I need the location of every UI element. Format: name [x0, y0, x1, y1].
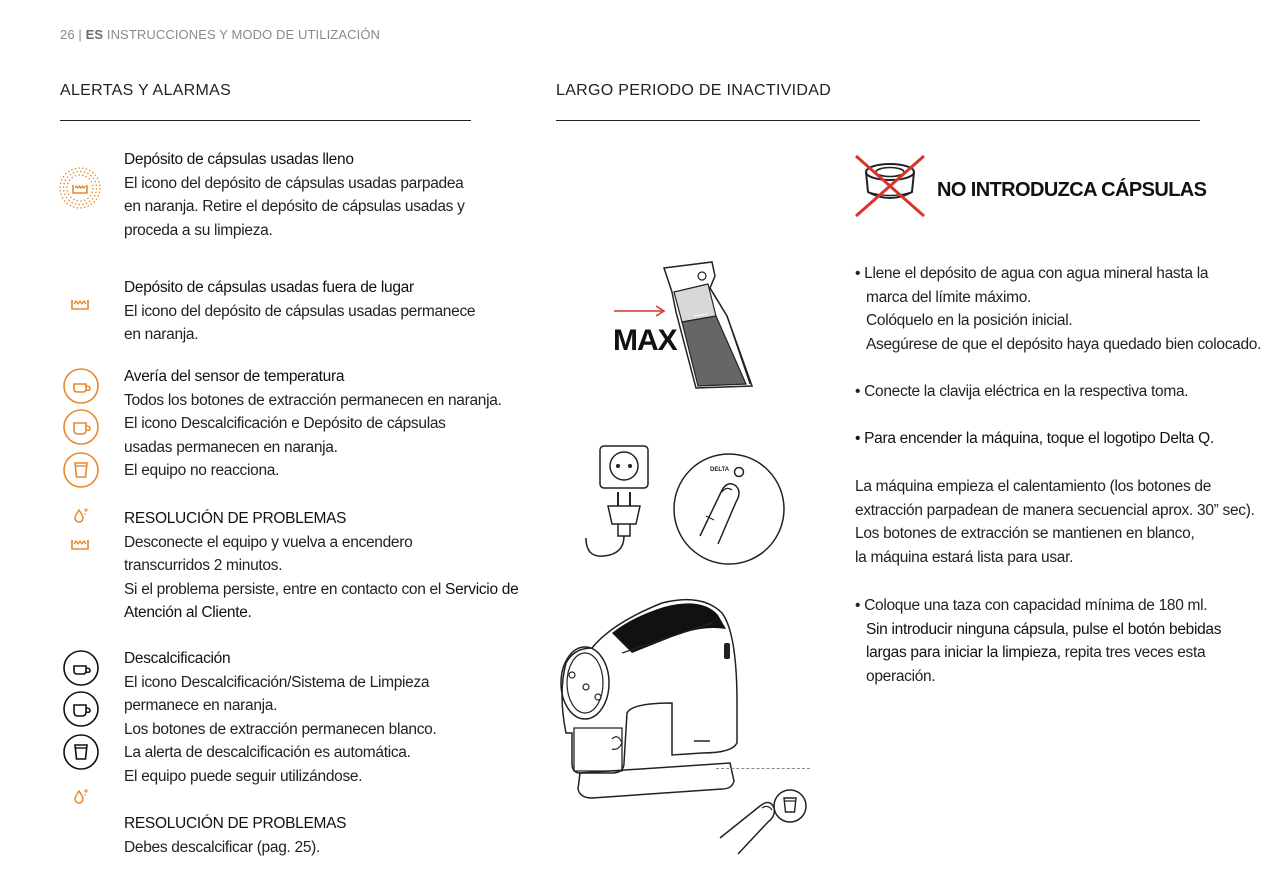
alert-title: RESOLUCIÓN DE PROBLEMAS: [124, 510, 347, 527]
alert-bin-full: Depósito de cápsulas usadas lleno El icono del depósito de cápsulas usadas parpadea en naranja. Retire el depósito de cápsulas usadas y proceda a su limpieza.: [124, 148, 465, 242]
medium-cup-orange-icon: [62, 408, 100, 446]
alert-bin-out-of-place: Depósito de cápsulas usadas fuera de lugar El icono del depósito de cápsulas usadas permanece en naranja.: [124, 276, 475, 347]
capsule-bin-out-of-place-icon: [70, 297, 90, 311]
long-cup-orange-icon: [62, 451, 100, 489]
header-separator: |: [78, 27, 82, 42]
page-header: [60, 27, 380, 42]
small-cup-icon: [62, 649, 100, 687]
instruction-turn-on: • Para encender la máquina, toque el logotipo Delta Q.: [855, 430, 1214, 447]
medium-cup-icon: [62, 690, 100, 728]
alert-temperature-sensor: Avería del sensor de temperatura Todos los botones de extracción permanecen en naranja. El icono Descalcificación e Depósito de cápsulas usadas permanecen en naranja. El equipo no reacciona.: [124, 365, 502, 483]
alert-title: Depósito de cápsulas usadas fuera de lugar: [124, 279, 414, 296]
left-divider: [60, 120, 471, 121]
alert-title: Avería del sensor de temperatura: [124, 368, 345, 385]
troubleshooting-2: RESOLUCIÓN DE PROBLEMAS Debes descalcificar (pag. 25).: [124, 812, 346, 859]
small-cup-orange-icon: [62, 367, 100, 405]
header-section: INSTRUCCIONES Y MODO DE UTILIZACIÓN: [106, 27, 381, 42]
descaling-drop-orange-icon: [72, 787, 90, 805]
left-section-title: ALERTAS Y ALARMAS: [60, 82, 232, 99]
descaling-drop-orange-icon: [72, 506, 90, 524]
capsule-bin-orange-icon: [70, 537, 90, 551]
instruction-connect-plug: • Conecte la clavija eléctrica en la respectiva toma.: [855, 383, 1189, 400]
no-capsules-warning: NO INTRODUZCA CÁPSULAS: [937, 179, 1207, 201]
alert-title: Descalcificación: [124, 650, 231, 667]
right-divider: [556, 120, 1200, 121]
alert-descaling: Descalcificación El icono Descalcificación/Sistema de Limpieza permanece en naranja. Los botones de extracción permanecen blanco. La alerta de descalcificación es automática. El equipo puede seguir utilizándose.: [124, 647, 437, 788]
max-label: MAX: [613, 324, 677, 357]
delta-logo-label: DELTA: [710, 467, 730, 473]
press-long-cup-button-illustration: [716, 786, 816, 858]
no-capsule-icon: [852, 152, 928, 220]
alert-title: Depósito de cápsulas usadas lleno: [124, 151, 354, 168]
heating-info: La máquina empieza el calentamiento (los botones de extracción parpadean de manera secuencial aprox. 30” sec). Los botones de extracción se mantienen en blanco, la máquina estará lista para usar.: [855, 478, 1255, 566]
instruction-cleaning: • Coloque una taza con capacidad mínima de 180 ml. Sin introducir ninguna cápsula, pulse el botón bebidas largas para iniciar la limpieza, repita tres veces esta operación.: [855, 597, 1222, 685]
right-section-title: LARGO PERIODO DE INACTIVIDAD: [556, 82, 832, 99]
plug-socket-illustration: [582, 444, 662, 574]
dashed-divider: [716, 768, 810, 769]
language-code: ES: [85, 27, 104, 42]
instruction-fill-tank: • Llene el depósito de agua con agua mineral hasta la marca del límite máximo. Colóquelo en la posición inicial. Asegúrese de que el depósito haya quedado bien colocado.: [855, 265, 1262, 353]
troubleshooting-1: RESOLUCIÓN DE PROBLEMAS Desconecte el equipo y vuelva a encendero transcurridos 2 minutos. Si el problema persiste, entre en contacto con el Servicio de Atención al Cliente.: [124, 507, 518, 625]
coffee-machine-illustration: [552, 593, 752, 813]
page-number: 26: [60, 27, 75, 42]
long-cup-icon: [62, 733, 100, 771]
alert-title: RESOLUCIÓN DE PROBLEMAS: [124, 815, 347, 832]
customer-service-label: Servicio de: [445, 580, 519, 598]
capsule-bin-full-icon: [58, 166, 102, 210]
